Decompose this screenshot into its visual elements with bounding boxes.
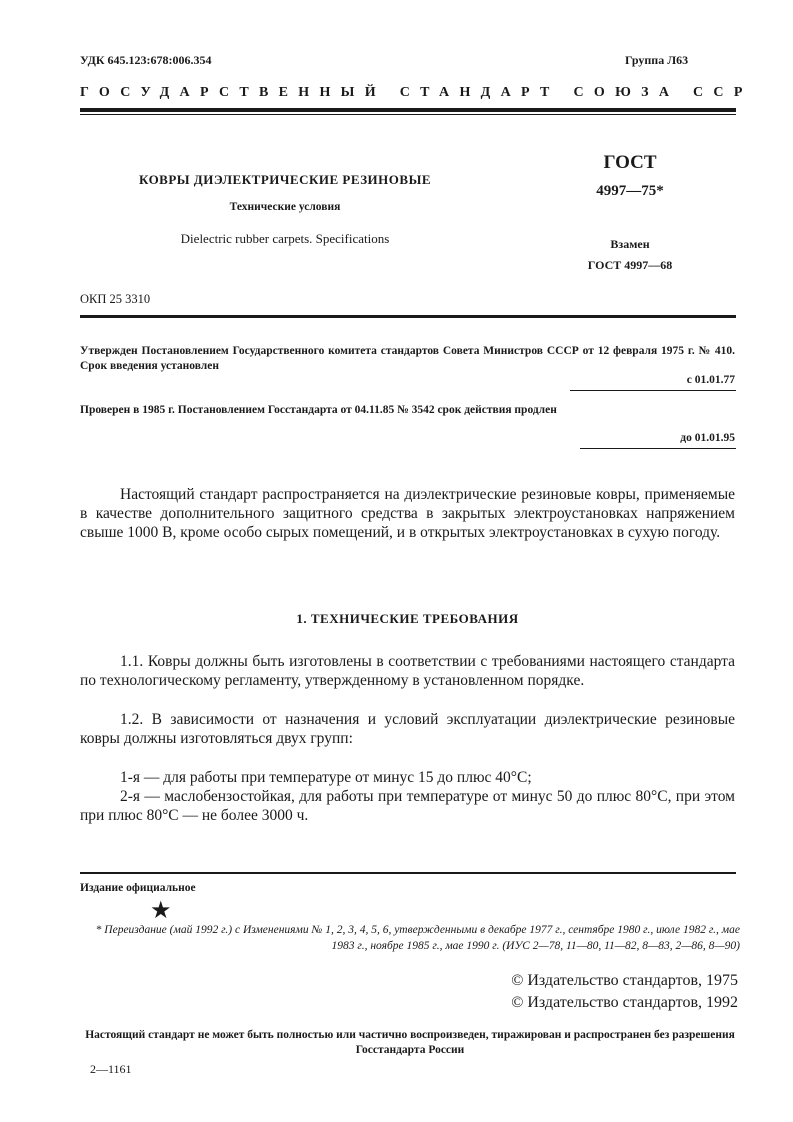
extension-date: до 01.01.95 [680,432,735,444]
clause-1-1: 1.1. Ковры должны быть изготовлены в соответствии с требованиями настоящего стандарта по технологическому регламенту, утвержденному в установленном порядке. [80,653,735,689]
publisher-copyright-1992: © Издательство стандартов, 1992 [511,994,738,1011]
official-edition-label: Издание официальное [80,882,196,894]
publisher-copyright-1975: © Издательство стандартов, 1975 [511,972,738,989]
header-thick-rule [80,108,736,112]
gost-number: 4997—75* [596,183,664,199]
gost-label: ГОСТ [603,152,657,173]
header-thin-rule [80,114,736,115]
reproduction-notice: Настоящий стандарт не может быть полностью или частично воспроизведен, тиражирован и распространен без разрешения Госстандарта России [85,1029,735,1056]
group-code: Группа Л63 [625,53,689,67]
udk-code: УДК 645.123:678:006.354 [80,53,212,67]
star-icon: ★ [150,898,172,924]
clause-1-2-group-2: 2-я — маслобензостойкая, для работы при температуре от минус 50 до плюс 80°С, при этом при плюс 80°С — не более 3000 ч. [80,788,735,824]
footer-rule [80,872,736,874]
document-title-english: Dielectric rubber carpets. Specifications [180,231,390,246]
reprint-note: * Переиздание (май 1992 г.) с Изменениями № 1, 2, 3, 4, 5, 6, утвержденными в декабре 1977 г., сентябре 1980 г., июле 1982 г., мае 1983 г., ноябре 1985 г., мае 1990 г. (ИУС 2—78, 11—80, 11—82, 8—83, 2—86, 8—90) [95,924,740,952]
approval-statement: Утвержден Постановлением Государственного комитета стандартов Совета Министров СССР от 12 февраля 1975 г. № 410. Срок введения установлен [80,345,735,372]
review-statement: Проверен в 1985 г. Постановлением Госстандарта от 04.11.85 № 3542 срок действия продлен [80,404,557,416]
document-subtitle: Технические условия [229,201,341,213]
replaced-standard: ГОСТ 4997—68 [587,258,673,272]
clause-1-2-group-1: 1-я — для работы при температуре от минус 15 до плюс 40°С; [120,769,532,786]
section-title: 1. ТЕХНИЧЕСКИЕ ТРЕБОВАНИЯ [296,611,519,626]
effective-date: с 01.01.77 [686,374,735,386]
document-title: КОВРЫ ДИЭЛЕКТРИЧЕСКИЕ РЕЗИНОВЫЕ [138,172,432,187]
page-code: 2—1161 [90,1062,132,1076]
intro-paragraph: Настоящий стандарт распространяется на диэлектрические резиновые ковры, применяемые в качестве дополнительного защитного средства в закрытых электроустановках напряжением свыше 1000 В, кроме особо сырых помещений, и в открытых электроустановках в сухую погоду. [80,486,735,541]
extension-date-underline [580,448,736,449]
okp-code: ОКП 25 3310 [80,292,151,306]
title-block-rule [80,315,736,318]
union-standard-heading: ГОСУДАРСТВЕННЫЙ СТАНДАРТ СОЮЗА ССР [80,85,753,100]
effective-date-underline [570,390,736,391]
clause-1-2: 1.2. В зависимости от назначения и условий эксплуатации диэлектрические резиновые ковры должны изготовляться двух групп: [80,711,735,747]
replaces-label: Взамен [610,237,650,251]
